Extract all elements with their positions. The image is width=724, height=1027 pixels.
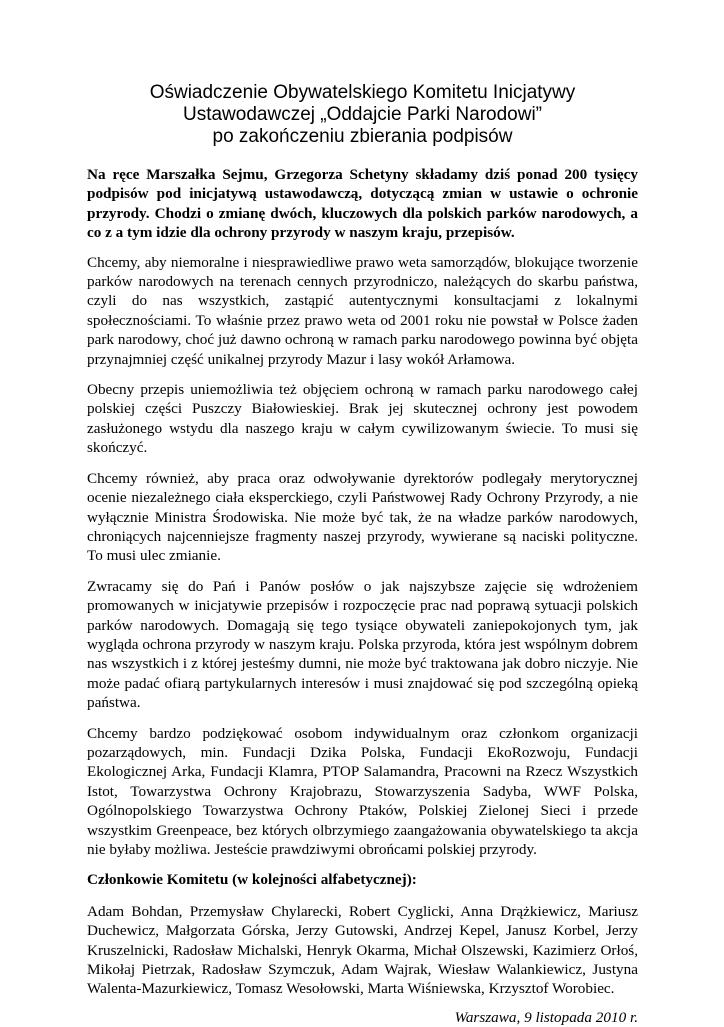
title-line: Ustawodawczej „Oddajcie Parki Narodowi” xyxy=(182,104,543,125)
title-line: Oświadczenie Obywatelskiego Komitetu Inicjatywy xyxy=(149,82,576,103)
signature-date: Warszawa, 9 listopada 2010 r. xyxy=(454,1008,638,1026)
lead-paragraph: Na ręce Marszałka Sejmu, Grzegorza Schetyny składamy dziś ponad 200 tysięcy podpisów pod inicjatywą ustawodawczą, dotyczącą zmian w ustawie o ochronie przyrody. Chodzi o zmianę dwóch, kluczowych dla polskich parków narodowych, a co z a tym idzie dla ochrony przyrody w naszym kraju, przepisów. xyxy=(87,166,638,242)
body-paragraph: Chcemy bardzo podziękować osobom indywidualnym oraz członkom organizacji pozarządowych, min. Fundacji Dzika Polska, Fundacji EkoRozwoju, Fundacji Ekologicznej Arka, Fundacji Klamra, PTOP Salamandra, Pracowni na Rzecz Wszystkich Istot, Towarzystwa Ochrony Krajobrazu, Stowarzyszenia Sadyba, WWF Polska, Ogólnopolskiego Towarzystwa Ochrony Ptaków, Polskiej Zielonej Sieci i przede wszystkim Greenpeace, bez których olbrzymiego zaangażowania obywatelskiego ta akcja nie byłaby możliwa. Jesteście prawdziwymi obrońcami polskiej przyrody. xyxy=(87,724,638,858)
members-list: Adam Bohdan, Przemysław Chylarecki, Robert Cyglicki, Anna Drążkiewicz, Mariusz Duchewicz, Małgorzata Górska, Jerzy Gutowski, Andrzej Kepel, Janusz Korbel, Jerzy Kruszelnicki, Radosław Michalski, Henryk Okarma, Michał Olszewski, Kazimierz Orłoś, Mikołaj Pietrzak, Radosław Szymczuk, Adam Wajrak, Wiesław Walankiewicz, Justyna Walenta-Mazurkiewicz, Tomasz Wesołowski, Marta Wiśniewska, Krzysztof Worobiec. xyxy=(87,902,638,998)
members-heading: Członkowie Komitetu (w kolejności alfabetycznej): xyxy=(87,871,417,889)
document-title xyxy=(87,82,638,148)
body-paragraph: Obecny przepis uniemożliwia też objęciem ochroną w ramach parku narodowego całej polskiej części Puszczy Białowieskiej. Brak jej skutecznej ochrony jest powodem zasłużonego wstydu dla naszego kraju w całym cywilizowanym świecie. To musi się skończyć. xyxy=(87,381,638,457)
body-paragraph: Zwracamy się do Pań i Panów posłów o jak najszybsze zajęcie się wdrożeniem promowanych w inicjatywie przepisów i rozpoczęcie prac nad poprawą sytuacji polskich parków narodowych. Domagają się tego tysiące obywateli zaniepokojonych tym, jak wygląda ochrona przyrody w naszym kraju. Polska przyroda, która jest wspólnym dobrem nas wszystkich i z której jesteśmy dumni, nie może być traktowana jak dobro niczyje. Nie może padać ofiarą partykularnych interesów i musi znajdować się pod szczególną opieką państwa. xyxy=(87,577,638,712)
body-paragraph: Chcemy, aby niemoralne i niesprawiedliwe prawo weta samorządów, blokujące tworzenie parków narodowych na terenach cennych przyrodniczo, należących do skarbu państwa, czyli do nas wszystkich, zastąpić autentycznymi konsultacjami z lokalnymi społecznościami. To właśnie przez prawo weta od 2001 roku nie powstał w Polsce żaden park narodowy, choć już dawno ochroną w ramach parku narodowego powinna być objęta przynajmniej część unikalnej przyrody Mazur i lasy wokół Arłamowa. xyxy=(87,253,638,368)
body-paragraph: Chcemy również, aby praca oraz odwoływanie dyrektorów podlegały merytorycznej ocenie niezależnego ciała eksperckiego, czyli Państwowej Rady Ochrony Przyrody, a nie wyłącznie Ministra Środowiska. Nie może być tak, że na władze parków narodowych, chroniących najcenniejsze fragmenty naszej przyrody, wywierane są naciski polityczne. To musi ulec zmianie. xyxy=(87,469,638,565)
title-line: po zakończeniu zbierania podpisów xyxy=(212,126,513,147)
